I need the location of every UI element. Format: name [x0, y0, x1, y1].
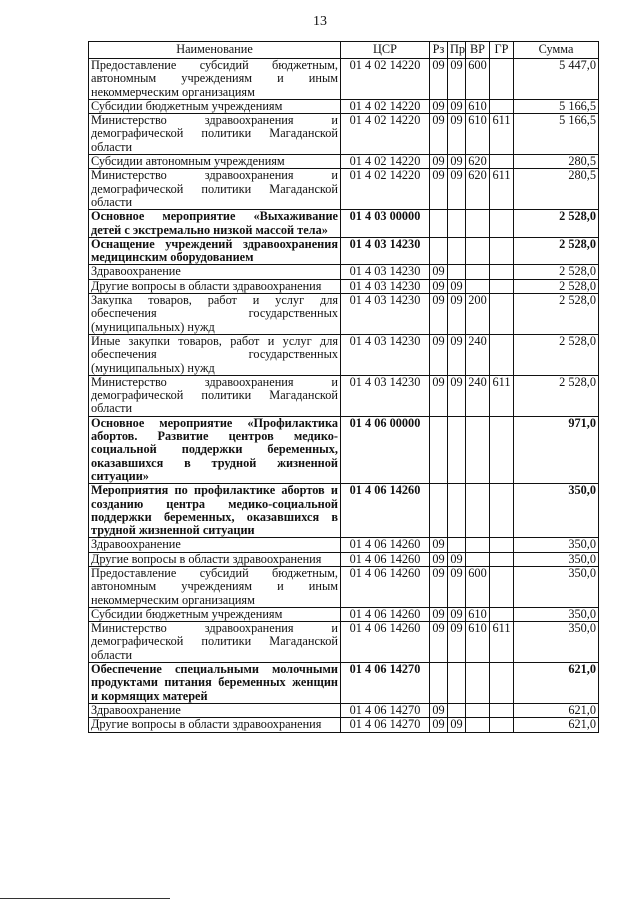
cell-csr: 01 4 06 14260: [341, 607, 430, 621]
cell-csr: 01 4 02 14220: [341, 59, 430, 100]
cell-name: Другие вопросы в области здравоохранения: [89, 279, 341, 293]
cell-vr: [466, 237, 490, 265]
header-csr: ЦСР: [341, 42, 430, 59]
table-row: [89, 663, 599, 704]
header-vr: ВР: [466, 42, 490, 59]
table-header-row: [89, 42, 599, 59]
cell-name: Предоставление субсидий бюджетным, автономным учреждениям и иным некоммерческим организациям: [89, 59, 341, 100]
cell-gr: 611: [490, 114, 514, 155]
cell-gr: [490, 265, 514, 279]
cell-rz: 09: [430, 59, 448, 100]
cell-pr: 09: [448, 114, 466, 155]
footer-rule: [0, 898, 170, 899]
cell-csr: 01 4 02 14220: [341, 99, 430, 113]
cell-vr: [466, 416, 490, 483]
cell-vr: [466, 538, 490, 552]
cell-csr: 01 4 02 14220: [341, 155, 430, 169]
cell-pr: 09: [448, 375, 466, 416]
cell-sum: 2 528,0: [514, 210, 599, 238]
header-gr: ГР: [490, 42, 514, 59]
cell-csr: 01 4 06 14260: [341, 538, 430, 552]
cell-name: Министерство здравоохранения и демографической политики Магаданской области: [89, 622, 341, 663]
cell-pr: [448, 210, 466, 238]
cell-name: Министерство здравоохранения и демографической политики Магаданской области: [89, 169, 341, 210]
cell-csr: 01 4 03 14230: [341, 265, 430, 279]
cell-rz: [430, 416, 448, 483]
table-row: [89, 59, 599, 100]
cell-sum: 280,5: [514, 169, 599, 210]
table-row: [89, 416, 599, 483]
cell-name: Субсидии бюджетным учреждениям: [89, 99, 341, 113]
cell-vr: [466, 552, 490, 566]
cell-gr: 611: [490, 622, 514, 663]
cell-pr: 09: [448, 99, 466, 113]
cell-name: Обеспечение специальными молочными продуктами питания беременных женщин и кормящих матерей: [89, 663, 341, 704]
cell-vr: [466, 718, 490, 732]
cell-gr: [490, 99, 514, 113]
cell-gr: [490, 607, 514, 621]
cell-gr: [490, 59, 514, 100]
cell-sum: 2 528,0: [514, 237, 599, 265]
cell-rz: 09: [430, 718, 448, 732]
cell-vr: 240: [466, 375, 490, 416]
cell-gr: [490, 663, 514, 704]
cell-rz: [430, 210, 448, 238]
table-row: [89, 552, 599, 566]
cell-vr: 600: [466, 566, 490, 607]
cell-sum: 5 166,5: [514, 99, 599, 113]
cell-rz: 09: [430, 607, 448, 621]
cell-name: Предоставление субсидий бюджетным, автономным учреждениям и иным некоммерческим организациям: [89, 566, 341, 607]
cell-csr: 01 4 06 14270: [341, 718, 430, 732]
cell-rz: 09: [430, 99, 448, 113]
cell-vr: 610: [466, 99, 490, 113]
cell-name: Иные закупки товаров, работ и услуг для обеспечения государственных (муниципальных) нужд: [89, 334, 341, 375]
cell-sum: 621,0: [514, 703, 599, 717]
cell-rz: [430, 663, 448, 704]
cell-rz: [430, 484, 448, 538]
cell-csr: 01 4 03 14230: [341, 279, 430, 293]
cell-csr: 01 4 03 14230: [341, 334, 430, 375]
cell-csr: 01 4 03 14230: [341, 237, 430, 265]
cell-gr: 611: [490, 375, 514, 416]
cell-name: Мероприятия по профилактике абортов и созданию центра медико-социальной поддержки беременных, оказавшихся в трудной жизненной ситуации: [89, 484, 341, 538]
cell-name: Здравоохранение: [89, 538, 341, 552]
header-sum: Сумма: [514, 42, 599, 59]
cell-vr: [466, 265, 490, 279]
cell-vr: [466, 279, 490, 293]
cell-csr: 01 4 03 00000: [341, 210, 430, 238]
cell-sum: 2 528,0: [514, 294, 599, 335]
cell-rz: 09: [430, 334, 448, 375]
cell-sum: 350,0: [514, 622, 599, 663]
cell-rz: 09: [430, 552, 448, 566]
cell-rz: 09: [430, 279, 448, 293]
cell-gr: [490, 155, 514, 169]
table-row: [89, 607, 599, 621]
cell-pr: [448, 416, 466, 483]
cell-pr: 09: [448, 552, 466, 566]
cell-vr: 200: [466, 294, 490, 335]
cell-vr: 240: [466, 334, 490, 375]
table-row: [89, 718, 599, 732]
cell-vr: [466, 484, 490, 538]
cell-csr: 01 4 02 14220: [341, 169, 430, 210]
cell-csr: 01 4 06 14270: [341, 663, 430, 704]
cell-sum: 350,0: [514, 538, 599, 552]
cell-sum: 2 528,0: [514, 334, 599, 375]
cell-vr: [466, 210, 490, 238]
cell-gr: [490, 484, 514, 538]
cell-name: Субсидии автономным учреждениям: [89, 155, 341, 169]
cell-pr: 09: [448, 334, 466, 375]
header-name: Наименование: [89, 42, 341, 59]
cell-csr: 01 4 06 14260: [341, 622, 430, 663]
cell-name: Основное мероприятие «Профилактика абортов. Развитие центров медико-социальной поддержки беременных, оказавшихся в трудной жизненной ситуации»: [89, 416, 341, 483]
cell-rz: 09: [430, 155, 448, 169]
cell-gr: [490, 210, 514, 238]
table-row: [89, 169, 599, 210]
cell-name: Субсидии бюджетным учреждениям: [89, 607, 341, 621]
cell-rz: 09: [430, 622, 448, 663]
cell-name: Другие вопросы в области здравоохранения: [89, 718, 341, 732]
cell-name: Основное мероприятие «Выхаживание детей с экстремально низкой массой тела»: [89, 210, 341, 238]
cell-gr: [490, 416, 514, 483]
cell-pr: 09: [448, 169, 466, 210]
table-row: [89, 114, 599, 155]
table-row: [89, 237, 599, 265]
cell-rz: 09: [430, 114, 448, 155]
cell-sum: 350,0: [514, 552, 599, 566]
table-row: [89, 265, 599, 279]
cell-sum: 2 528,0: [514, 279, 599, 293]
cell-gr: 611: [490, 169, 514, 210]
cell-csr: 01 4 06 14270: [341, 703, 430, 717]
table-row: [89, 622, 599, 663]
table-row: [89, 703, 599, 717]
cell-csr: 01 4 06 00000: [341, 416, 430, 483]
cell-sum: 621,0: [514, 718, 599, 732]
cell-vr: 620: [466, 169, 490, 210]
cell-gr: [490, 552, 514, 566]
cell-csr: 01 4 03 14230: [341, 375, 430, 416]
cell-pr: 09: [448, 59, 466, 100]
cell-gr: [490, 237, 514, 265]
cell-pr: 09: [448, 718, 466, 732]
cell-pr: [448, 484, 466, 538]
cell-vr: [466, 703, 490, 717]
cell-csr: 01 4 06 14260: [341, 566, 430, 607]
cell-sum: 5 447,0: [514, 59, 599, 100]
cell-gr: [490, 294, 514, 335]
cell-sum: 350,0: [514, 607, 599, 621]
cell-sum: 350,0: [514, 484, 599, 538]
cell-vr: 620: [466, 155, 490, 169]
cell-sum: 280,5: [514, 155, 599, 169]
cell-name: Оснащение учреждений здравоохранения медицинским оборудованием: [89, 237, 341, 265]
cell-sum: 2 528,0: [514, 375, 599, 416]
cell-pr: [448, 538, 466, 552]
cell-rz: 09: [430, 294, 448, 335]
cell-rz: 09: [430, 538, 448, 552]
cell-gr: [490, 566, 514, 607]
cell-vr: [466, 663, 490, 704]
cell-gr: [490, 334, 514, 375]
cell-name: Другие вопросы в области здравоохранения: [89, 552, 341, 566]
cell-vr: 610: [466, 622, 490, 663]
cell-sum: 621,0: [514, 663, 599, 704]
table-row: [89, 294, 599, 335]
cell-pr: 09: [448, 155, 466, 169]
cell-pr: [448, 237, 466, 265]
cell-name: Министерство здравоохранения и демографической политики Магаданской области: [89, 375, 341, 416]
cell-sum: 5 166,5: [514, 114, 599, 155]
table-row: [89, 375, 599, 416]
cell-csr: 01 4 02 14220: [341, 114, 430, 155]
table-row: [89, 155, 599, 169]
table-row: [89, 279, 599, 293]
cell-csr: 01 4 06 14260: [341, 484, 430, 538]
cell-name: Здравоохранение: [89, 703, 341, 717]
cell-vr: 600: [466, 59, 490, 100]
cell-pr: [448, 265, 466, 279]
cell-rz: 09: [430, 375, 448, 416]
cell-pr: [448, 703, 466, 717]
cell-pr: 09: [448, 607, 466, 621]
table-row: [89, 538, 599, 552]
cell-pr: 09: [448, 622, 466, 663]
cell-gr: [490, 538, 514, 552]
table-row: [89, 484, 599, 538]
cell-sum: 971,0: [514, 416, 599, 483]
cell-pr: [448, 663, 466, 704]
cell-name: Здравоохранение: [89, 265, 341, 279]
cell-vr: 610: [466, 607, 490, 621]
header-rz: Рз: [430, 42, 448, 59]
budget-table: [88, 41, 599, 733]
table-row: [89, 99, 599, 113]
cell-rz: 09: [430, 703, 448, 717]
cell-pr: 09: [448, 566, 466, 607]
cell-pr: 09: [448, 279, 466, 293]
cell-vr: 610: [466, 114, 490, 155]
cell-rz: 09: [430, 265, 448, 279]
cell-csr: 01 4 06 14260: [341, 552, 430, 566]
cell-sum: 2 528,0: [514, 265, 599, 279]
cell-gr: [490, 279, 514, 293]
cell-sum: 350,0: [514, 566, 599, 607]
cell-name: Министерство здравоохранения и демографической политики Магаданской области: [89, 114, 341, 155]
table-row: [89, 334, 599, 375]
cell-gr: [490, 718, 514, 732]
cell-name: Закупка товаров, работ и услуг для обеспечения государственных (муниципальных) нужд: [89, 294, 341, 335]
cell-pr: 09: [448, 294, 466, 335]
page-number: 13: [313, 14, 327, 29]
table-row: [89, 566, 599, 607]
cell-gr: [490, 703, 514, 717]
cell-rz: [430, 237, 448, 265]
cell-csr: 01 4 03 14230: [341, 294, 430, 335]
header-pr: Пр: [448, 42, 466, 59]
table-row: [89, 210, 599, 238]
cell-rz: 09: [430, 169, 448, 210]
cell-rz: 09: [430, 566, 448, 607]
